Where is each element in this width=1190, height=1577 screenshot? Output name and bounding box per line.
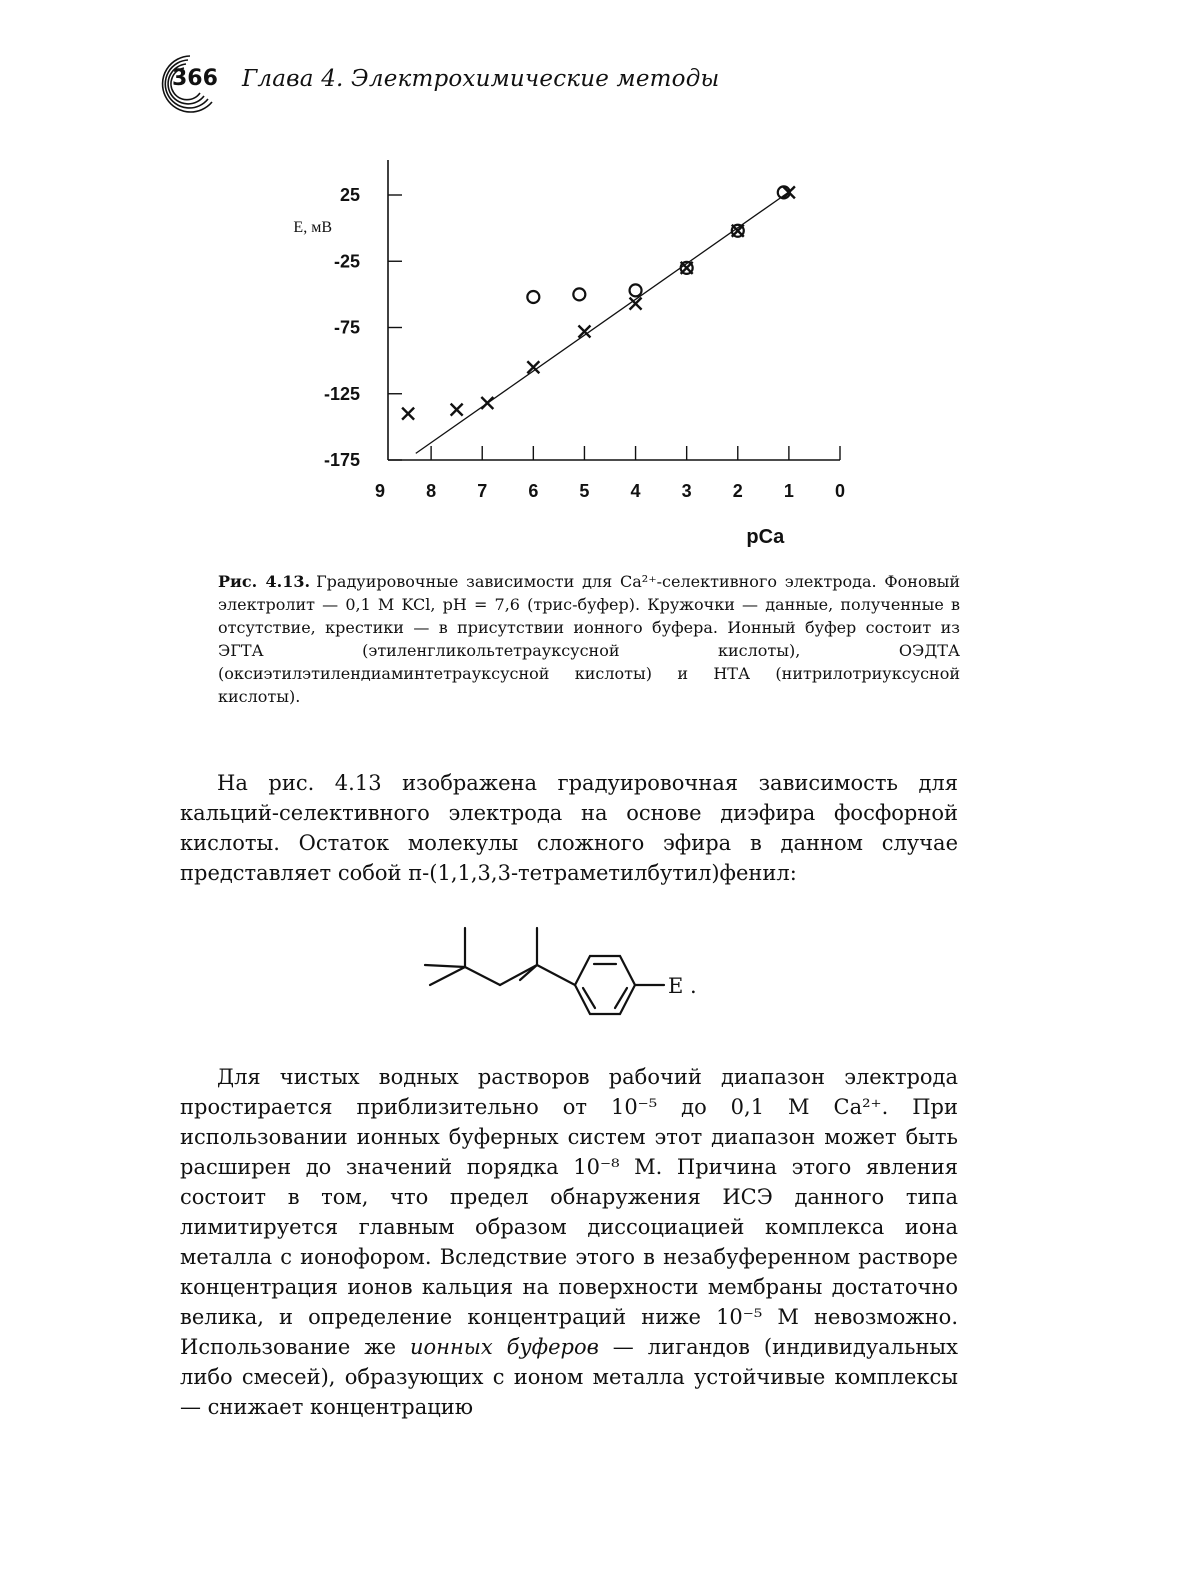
y-axis-label: E, мВ — [293, 219, 332, 236]
y-tick-label: -25 — [333, 251, 360, 272]
data-point-cross — [451, 404, 463, 416]
chapter-title: Глава 4. Электрохимические методы — [242, 66, 720, 92]
y-tick-label: -75 — [333, 317, 360, 338]
y-tick-label: -175 — [323, 450, 360, 470]
x-axis-label: pCa — [746, 526, 785, 548]
paragraph-2-italic-term: ионных буферов — [409, 1335, 599, 1359]
structure-period: . — [690, 974, 697, 998]
chart-svg — [270, 150, 890, 555]
figure-label: Рис. 4.13. — [218, 572, 311, 591]
data-point-circle — [630, 284, 642, 296]
running-header — [150, 50, 970, 120]
calibration-chart — [270, 150, 890, 555]
x-tick-label: 9 — [374, 481, 386, 501]
y-tick-label: 25 — [339, 185, 360, 205]
x-tick-label: 2 — [732, 481, 743, 501]
fit-line — [416, 188, 794, 453]
paragraph-1: На рис. 4.13 изображена градуировочная зависимость для кальций-селективного электрода на основе диэфира фосфорной кислоты. Остаток молекулы сложного эфира в данном случае представляет собой п-(1,1,3,3-тетраметилбутил)фенил: — [180, 771, 958, 885]
x-tick-label: 6 — [528, 481, 539, 501]
x-tick-label: 0 — [834, 481, 846, 501]
x-tick-label: 1 — [783, 481, 794, 501]
x-tick-label: 8 — [426, 481, 437, 501]
x-tick-label: 7 — [477, 481, 488, 501]
page-number: 366 — [172, 66, 218, 91]
figure-caption-text: Градуировочные зависимости для Ca²⁺-селективного электрода. Фоновый электролит — 0,1 M KCl, pH = 7,6 (трис-буфер). Кружочки — данные, полученные в отсутствие, крестики — в присутствии ионного буфера. Ионный буфер состоит из ЭГТА (этиленгликольтетрауксусной кислоты), ОЭДТА (оксиэтилэтилендиаминтетрауксусной кислоты) и НТА (нитрилотриуксусной кислоты). — [218, 572, 961, 706]
x-tick-label: 5 — [579, 481, 590, 501]
substituent-label: E — [668, 974, 684, 998]
paragraph-2 — [180, 1062, 958, 1422]
x-tick-label: 3 — [681, 481, 692, 501]
data-point-circle — [573, 288, 585, 300]
figure-caption — [218, 570, 960, 708]
chemical-structure — [420, 920, 730, 1030]
paragraph-2-part-1: Для чистых водных растворов рабочий диапазон электрода простирается приблизительно от 10⁻⁵ до 0,1 M Ca²⁺. При использовании ионных буферных систем этот диапазон может быть расширен до значений порядка 10⁻⁸ M. Причина этого явления состоит в том, что предел обнаружения ИСЭ данного типа лимитируется главным образом диссоциацией комплекса иона металла с ионофором. Вследствие этого в незабуференном растворе концентрация ионов кальция на поверхности мембраны достаточно велика, и определение концентраций ниже 10⁻⁵ M невозможно. Использование же — [180, 1065, 958, 1359]
data-point-circle — [527, 291, 539, 303]
x-tick-label: 4 — [630, 481, 641, 501]
data-point-cross — [402, 408, 414, 420]
data-point-cross — [481, 397, 493, 409]
y-tick-label: -125 — [323, 383, 360, 404]
paragraph-2-part-2: — лигандов (индивидуальных либо смесей), образующих с ионом металла устойчивые комплексы — снижает концентрацию — [180, 1335, 958, 1419]
